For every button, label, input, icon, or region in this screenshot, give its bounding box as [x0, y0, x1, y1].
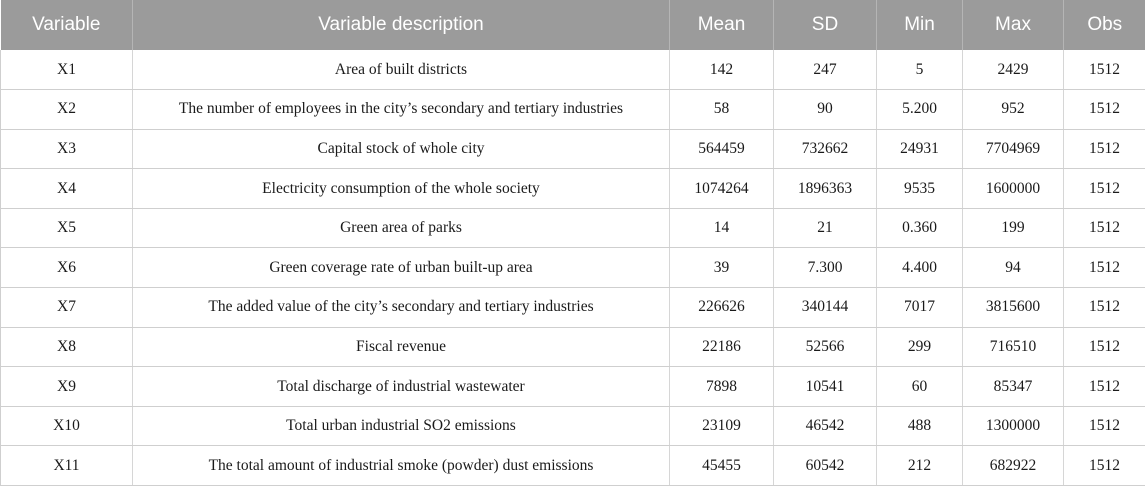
table-row: [1, 50, 1145, 90]
description-cell: Area of built districts: [133, 50, 670, 90]
header-row: [1, 0, 1145, 50]
sd-cell: 21: [774, 208, 877, 248]
sd-cell: 46542: [774, 406, 877, 446]
max-cell: 7704969: [963, 129, 1064, 169]
sd-cell: 7.300: [774, 248, 877, 288]
variable-cell: X3: [1, 129, 133, 169]
min-cell: 4.400: [877, 248, 963, 288]
description-cell: The number of employees in the city’s secondary and tertiary industries: [133, 90, 670, 130]
mean-cell: 142: [670, 50, 774, 90]
header-sd: SD: [774, 0, 877, 50]
obs-cell: 1512: [1064, 327, 1145, 367]
mean-cell: 1074264: [670, 169, 774, 209]
max-cell: 682922: [963, 446, 1064, 486]
sd-cell: 1896363: [774, 169, 877, 209]
obs-cell: 1512: [1064, 406, 1145, 446]
min-cell: 488: [877, 406, 963, 446]
obs-cell: 1512: [1064, 50, 1145, 90]
obs-cell: 1512: [1064, 129, 1145, 169]
obs-cell: 1512: [1064, 169, 1145, 209]
variable-cell: X4: [1, 169, 133, 209]
max-cell: 716510: [963, 327, 1064, 367]
min-cell: 212: [877, 446, 963, 486]
sd-cell: 60542: [774, 446, 877, 486]
min-cell: 5.200: [877, 90, 963, 130]
mean-cell: 39: [670, 248, 774, 288]
variable-cell: X7: [1, 288, 133, 328]
table-row: [1, 208, 1145, 248]
min-cell: 7017: [877, 288, 963, 328]
variable-cell: X11: [1, 446, 133, 486]
table-row: [1, 90, 1145, 130]
mean-cell: 45455: [670, 446, 774, 486]
mean-cell: 58: [670, 90, 774, 130]
description-cell: Capital stock of whole city: [133, 129, 670, 169]
header-obs: Obs: [1064, 0, 1145, 50]
max-cell: 2429: [963, 50, 1064, 90]
table-row: [1, 406, 1145, 446]
table-row: [1, 327, 1145, 367]
description-cell: The added value of the city’s secondary and tertiary industries: [133, 288, 670, 328]
description-cell: Green area of parks: [133, 208, 670, 248]
table-row: [1, 288, 1145, 328]
header-variable-description: Variable description: [133, 0, 670, 50]
description-cell: Total discharge of industrial wastewater: [133, 367, 670, 407]
min-cell: 24931: [877, 129, 963, 169]
sd-cell: 340144: [774, 288, 877, 328]
min-cell: 9535: [877, 169, 963, 209]
header-variable: Variable: [32, 14, 101, 35]
description-cell: Green coverage rate of urban built-up area: [133, 248, 670, 288]
max-cell: 85347: [963, 367, 1064, 407]
variable-cell: X9: [1, 367, 133, 407]
sd-cell: 52566: [774, 327, 877, 367]
header-mean: Mean: [670, 0, 774, 50]
variable-cell: X2: [1, 90, 133, 130]
mean-cell: 23109: [670, 406, 774, 446]
min-cell: 60: [877, 367, 963, 407]
variable-cell: X10: [1, 406, 133, 446]
obs-cell: 1512: [1064, 208, 1145, 248]
variable-cell: X8: [1, 327, 133, 367]
variable-cell: X5: [1, 208, 133, 248]
min-cell: 299: [877, 327, 963, 367]
table-body: [1, 50, 1145, 486]
obs-cell: 1512: [1064, 446, 1145, 486]
table-header: [1, 0, 1145, 50]
table-row: [1, 129, 1145, 169]
table-row: [1, 248, 1145, 288]
table-row: [1, 169, 1145, 209]
table-row: [1, 367, 1145, 407]
max-cell: 1600000: [963, 169, 1064, 209]
max-cell: 94: [963, 248, 1064, 288]
min-cell: 5: [877, 50, 963, 90]
sd-cell: 10541: [774, 367, 877, 407]
mean-cell: 7898: [670, 367, 774, 407]
obs-cell: 1512: [1064, 367, 1145, 407]
table-row: [1, 446, 1145, 486]
sd-cell: 732662: [774, 129, 877, 169]
mean-cell: 564459: [670, 129, 774, 169]
obs-cell: 1512: [1064, 288, 1145, 328]
obs-cell: 1512: [1064, 248, 1145, 288]
obs-cell: 1512: [1064, 90, 1145, 130]
max-cell: 199: [963, 208, 1064, 248]
header-min: Min: [877, 0, 963, 50]
description-cell: The total amount of industrial smoke (powder) dust emissions: [133, 446, 670, 486]
max-cell: 1300000: [963, 406, 1064, 446]
sd-cell: 247: [774, 50, 877, 90]
max-cell: 3815600: [963, 288, 1064, 328]
mean-cell: 22186: [670, 327, 774, 367]
mean-cell: 226626: [670, 288, 774, 328]
description-cell: Fiscal revenue: [133, 327, 670, 367]
max-cell: 952: [963, 90, 1064, 130]
description-cell: Electricity consumption of the whole society: [133, 169, 670, 209]
min-cell: 0.360: [877, 208, 963, 248]
mean-cell: 14: [670, 208, 774, 248]
sd-cell: 90: [774, 90, 877, 130]
header-max: Max: [963, 0, 1064, 50]
variable-cell: X1: [1, 50, 133, 90]
description-cell: Total urban industrial SO2 emissions: [133, 406, 670, 446]
variable-cell: X6: [1, 248, 133, 288]
